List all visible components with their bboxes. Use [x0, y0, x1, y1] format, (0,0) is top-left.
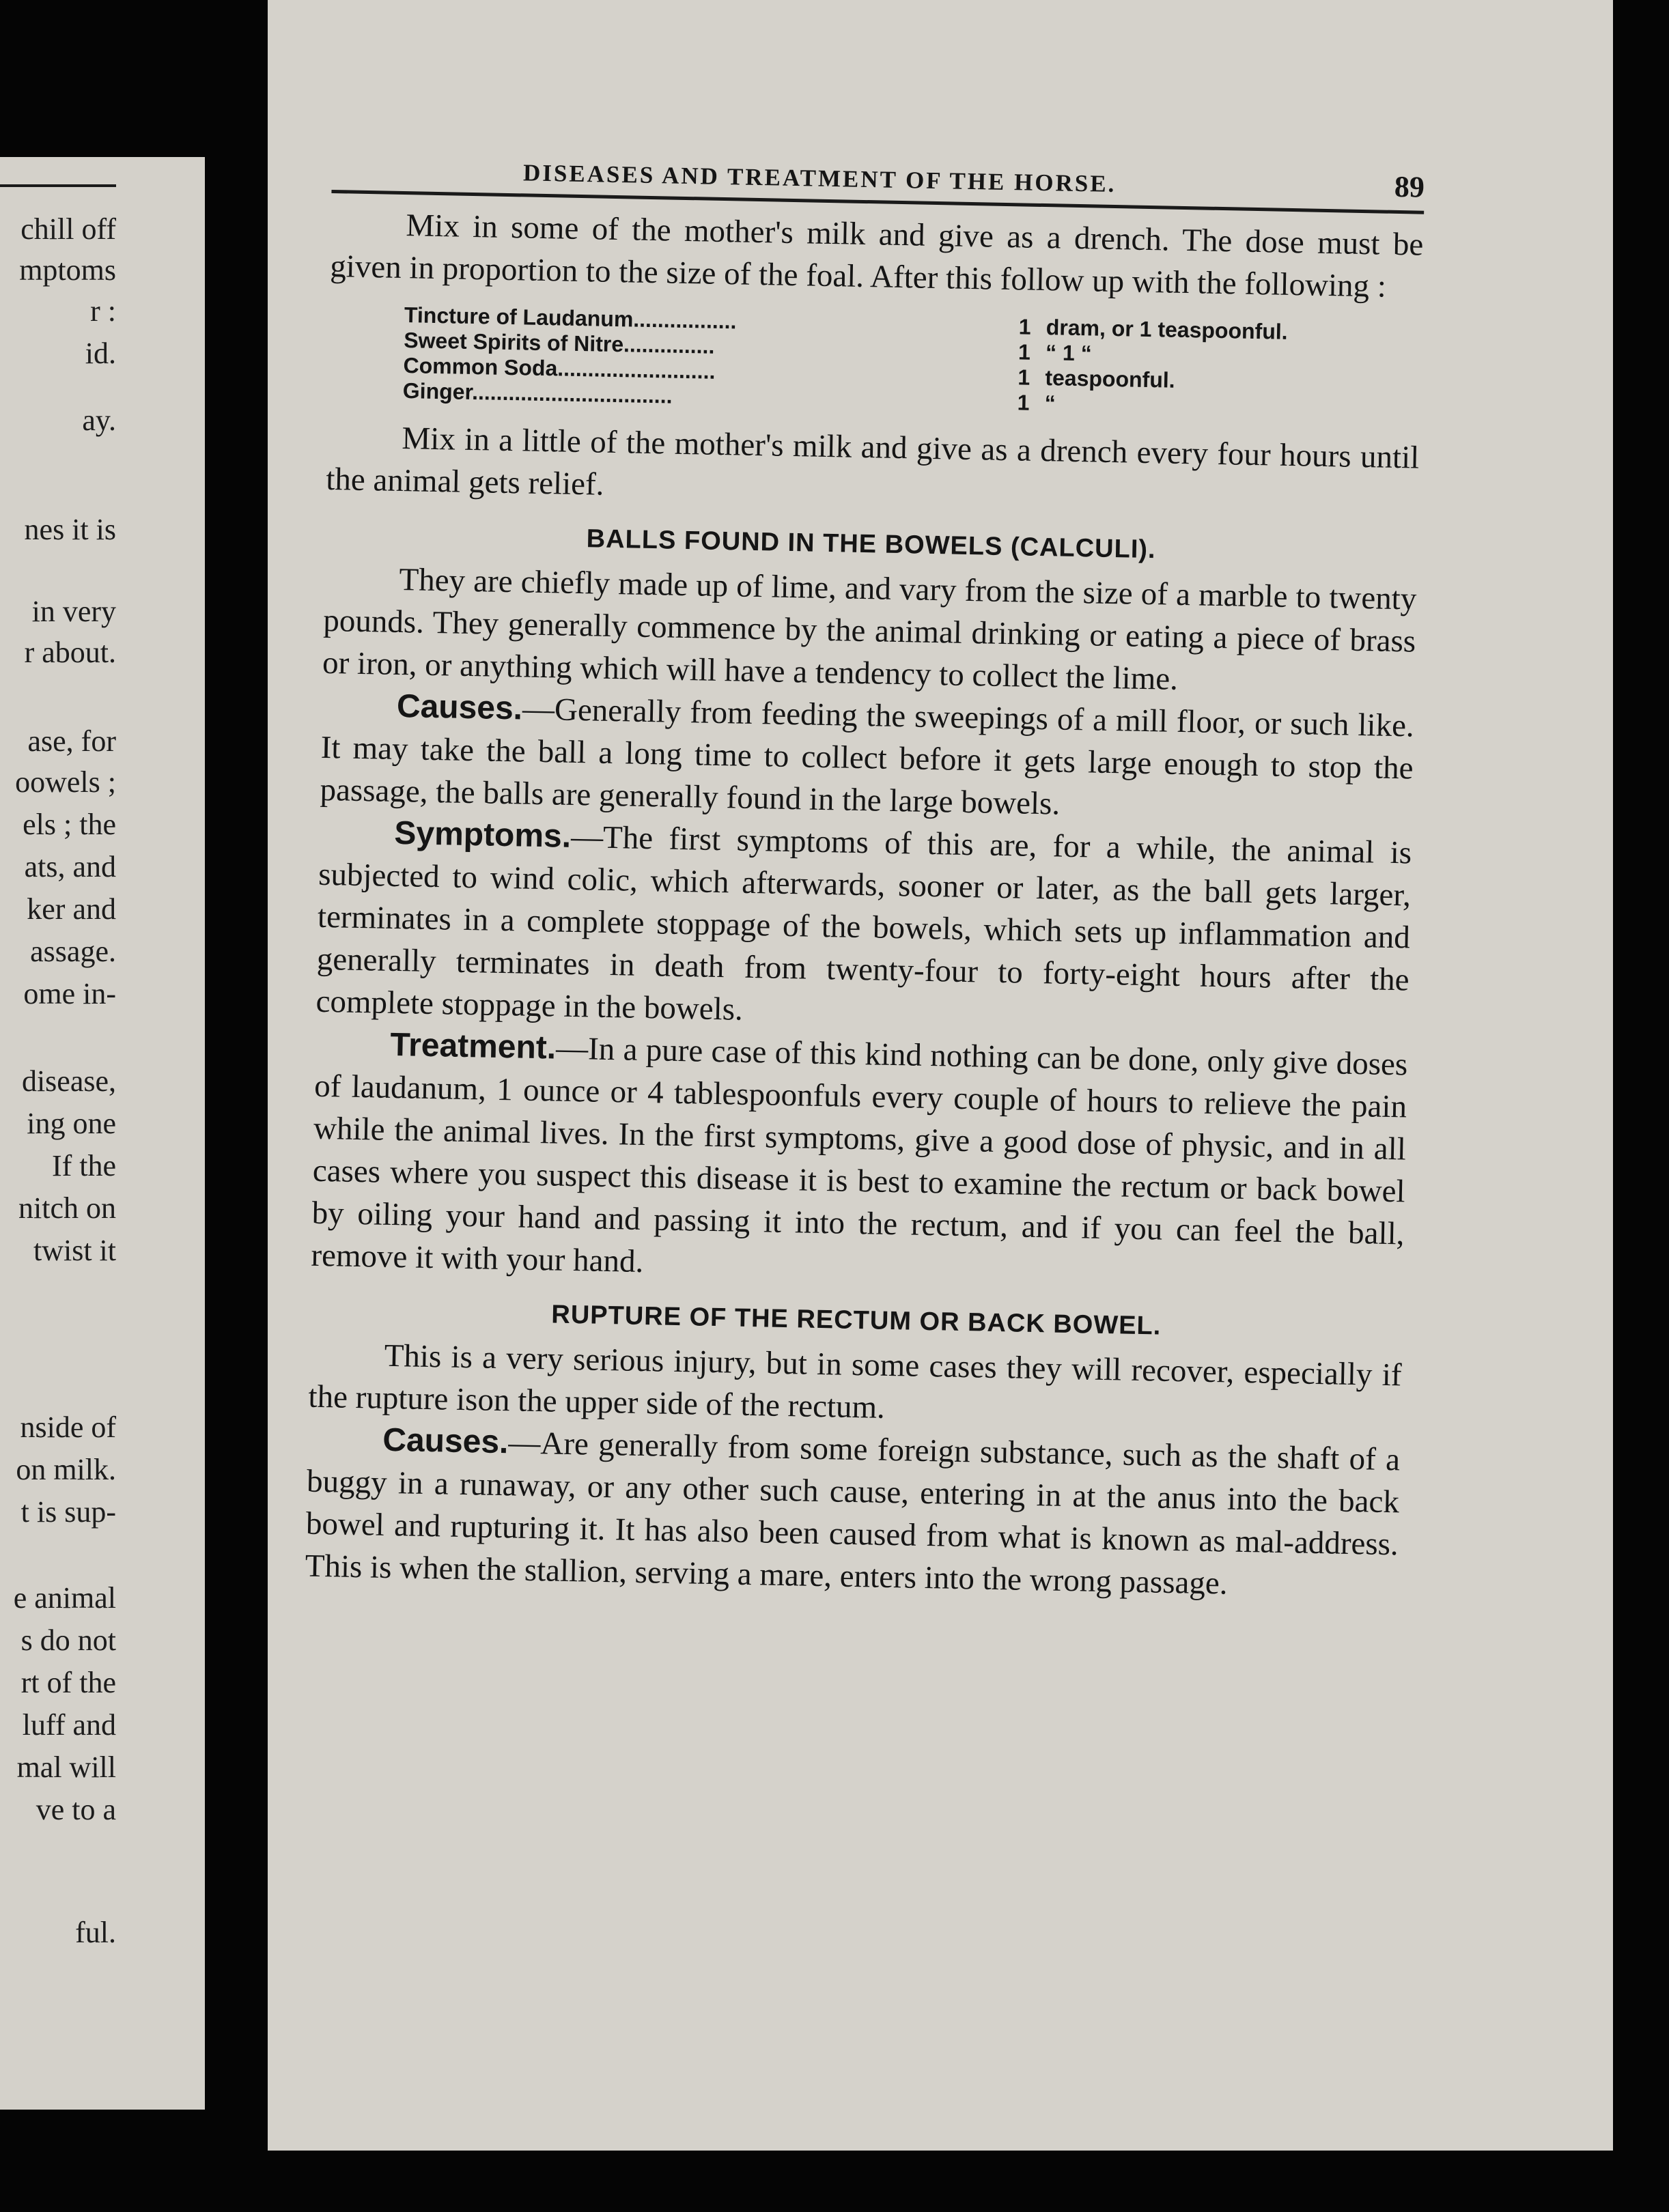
facing-page-line: mptoms: [19, 253, 116, 287]
paragraph-mix-drench: Mix in some of the mother's milk and give as a drench. The dose must be given in proportion to the size of the foal. After this follow up with the following :: [329, 208, 1424, 304]
facing-page-line: chill off: [20, 212, 116, 246]
paragraph-rupture-causes: [305, 1418, 1400, 1608]
facing-page-line: luff and: [22, 1708, 116, 1742]
facing-page-line: nitch on: [18, 1191, 116, 1225]
facing-page-line: s do not: [20, 1623, 116, 1657]
facing-page-line: ay.: [82, 403, 116, 437]
dose-amount: 1: [1018, 339, 1031, 365]
paragraph-calculi-intro: They are chiefly made up of lime, and vary from the size of a marble to twenty pounds. They generally commence by the animal drinking or eating a piece of brass or iron, or anything which will have a tendency to collect the lime.: [322, 561, 1417, 697]
causes-lead: Causes.: [396, 687, 523, 727]
dose-amount: 1: [1017, 390, 1030, 415]
dose-amount: 1: [1018, 314, 1031, 339]
facing-page-fragment: [0, 157, 205, 2110]
dose-ingredient: Sweet Spirits of Nitre...............: [403, 328, 715, 358]
facing-page-line: twist it: [33, 1234, 116, 1267]
facing-page-line: If the: [51, 1149, 116, 1182]
paragraph-calculi-symptoms: [315, 811, 1412, 1044]
paragraph-rupture-intro: This is a very serious injury, but in some cases they will recover, especially if the rupture ison the upper side of the rectum.: [308, 1337, 1402, 1426]
heading-calculi: BALLS FOUND IN THE BOWELS (CALCULI).: [586, 524, 1156, 565]
facing-page-line: rt of the: [20, 1666, 116, 1699]
facing-page-line: assage.: [30, 935, 116, 968]
facing-page-line: ful.: [75, 1916, 116, 1949]
treatment-text: —In a pure case of this kind nothing can be done, only give doses of laudanum, 1 ounce or 4 tablespoonfuls every couple of hours to relieve the pain while the animal lives. In the first symptoms, give a good dose of physic, and in all cases where you suspect this disease it is best to examine the rectum or back bowel by oiling your hand and passing it into the rectum, and if you can feel the ball, remove it with your hand.: [311, 1030, 1408, 1280]
dose-unit: dram, or 1 teaspoonful.: [1046, 315, 1288, 344]
facing-page-line: disease,: [21, 1064, 116, 1098]
page-content: [305, 137, 1425, 1608]
causes-text: —Are generally from some foreign substance, such as the shaft of a buggy in a runaway, or any other such cause, entering in at the anus into the back bowel and rupturing it. It has also been caused from what is known as mal-address. This is when the stallion, serving a mare, enters into the wrong passage.: [305, 1425, 1401, 1602]
facing-page-line: nes it is: [24, 513, 116, 546]
facing-page-line: oowels ;: [15, 765, 116, 799]
causes-text: —Generally from feeding the sweepings of a mill floor, or such like. It may take the ball a long time to collect before it gets large enough to stop the passage, the balls are generally found in the large bowels.: [320, 691, 1415, 822]
page-number: 89: [1394, 169, 1425, 204]
facing-page-line: on milk.: [16, 1453, 116, 1486]
dose-amount: 1: [1018, 365, 1030, 390]
dose-unit: “: [1044, 391, 1056, 416]
dose-ingredient: Tincture of Laudanum.................: [404, 302, 737, 334]
paragraph-calculi-causes: [320, 684, 1414, 832]
running-title: DISEASES AND TREATMENT OF THE HORSE.: [522, 159, 1117, 198]
dose-ingredient: Ginger.................................: [402, 378, 673, 408]
facing-page-line: ker and: [27, 892, 116, 926]
facing-page-line: ing one: [27, 1107, 116, 1140]
facing-page-line: r :: [90, 294, 116, 328]
facing-page-line: nside of: [20, 1410, 116, 1444]
treatment-lead: Treatment.: [389, 1026, 557, 1066]
symptoms-lead: Symptoms.: [393, 814, 572, 855]
facing-page-line: r about.: [24, 636, 116, 669]
paragraph-every-four-hours: Mix in a little of the mother's milk and give as a drench every four hours until the animal gets relief.: [325, 421, 1420, 502]
facing-page-line: els ; the: [23, 808, 116, 841]
book-page: [268, 0, 1613, 2151]
causes-lead: Causes.: [382, 1421, 509, 1461]
symptoms-text: —The first symptoms of this are, for a while, the animal is subjected to wind colic, which afterwards, sooner or later, as the ball gets larger, terminates in a complete stoppage of the bowels, which sets up inflammation and generally terminates in death from twenty-four to forty-eight hours after the complete stoppage in the bowels.: [315, 819, 1412, 1027]
facing-page-line: t is sup-: [20, 1495, 116, 1529]
dose-unit: “ 1 “: [1045, 340, 1093, 366]
facing-page-line: ome in-: [23, 977, 116, 1010]
dose-ingredient: Common Soda..........................: [403, 353, 716, 384]
dose-unit: teaspoonful.: [1045, 365, 1175, 393]
facing-page-line: ats, and: [24, 850, 116, 883]
facing-page-line: in very: [31, 595, 116, 628]
paragraph-calculi-treatment: [311, 1023, 1408, 1298]
dose-table: [403, 302, 1422, 423]
facing-page-line: ve to a: [36, 1793, 116, 1826]
facing-page-rule: [0, 184, 116, 187]
facing-page-line: ase, for: [27, 724, 116, 758]
facing-page-line: e animal: [13, 1581, 116, 1615]
facing-page-line: mal will: [16, 1750, 116, 1784]
heading-rupture: RUPTURE OF THE RECTUM OR BACK BOWEL.: [550, 1300, 1162, 1341]
facing-page-line: id.: [85, 337, 116, 370]
